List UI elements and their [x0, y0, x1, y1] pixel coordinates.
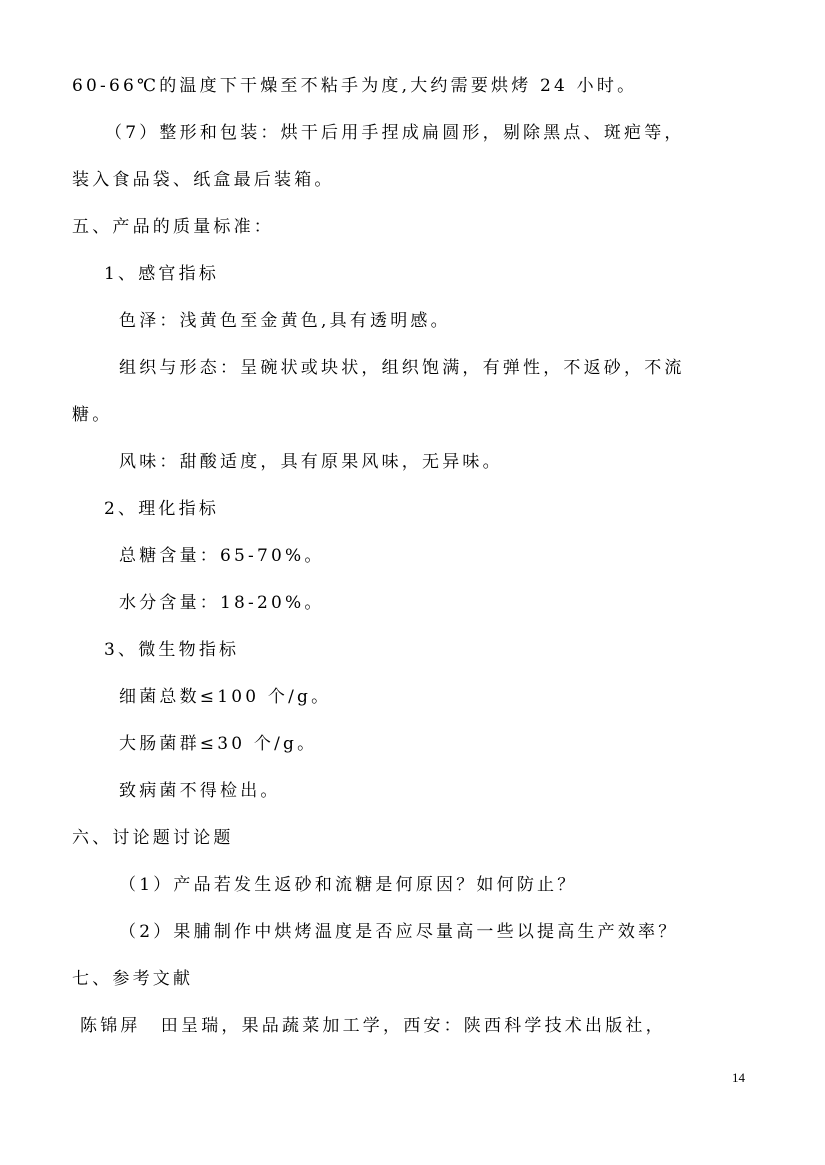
section-heading-7: 七、参考文献: [72, 969, 194, 989]
subheading-physchem: 2、理化指标: [104, 499, 220, 519]
text-moisture: 水分含量：18-20%。: [119, 593, 325, 613]
subheading-sensory: 1、感官指标: [104, 264, 220, 284]
text-flavor: 风味：甜酸适度，具有原果风味，无异味。: [119, 452, 503, 472]
text-bacteria: 细菌总数≤100 个/g。: [119, 687, 332, 707]
reference-entry: 陈锦屏 田呈瑞，果品蔬菜加工学，西安：陕西科学技术出版社，: [80, 1016, 666, 1036]
text-coliform: 大肠菌群≤30 个/g。: [119, 734, 318, 754]
subheading-micro: 3、微生物指标: [104, 640, 240, 660]
text-color: 色泽：浅黄色至金黄色,具有透明感。: [119, 311, 451, 331]
text-line-1: 60-66℃的温度下干燥至不粘手为度,大约需要烘烤 24 小时。: [72, 76, 638, 96]
section-heading-6: 六、讨论题讨论题: [72, 828, 234, 848]
question-1: （1）产品若发生返砂和流糖是何原因？如何防止？: [119, 875, 578, 895]
text-sugar: 总糖含量：65-70%。: [119, 546, 325, 566]
text-line-2: （7）整形和包装：烘干后用手捏成扁圆形，剔除黑点、斑疤等，: [105, 123, 685, 143]
text-texture-cont: 糖。: [72, 405, 113, 425]
page-number: 14: [732, 1070, 745, 1085]
section-heading-5: 五、产品的质量标准：: [72, 217, 274, 237]
text-texture: 组织与形态：呈碗状或块状，组织饱满，有弹性，不返砂，不流: [119, 358, 685, 378]
text-pathogen: 致病菌不得检出。: [119, 781, 281, 801]
text-line-3: 装入食品袋、纸盒最后装箱。: [72, 170, 335, 190]
question-2: （2）果脯制作中烘烤温度是否应尽量高一些以提高生产效率？: [119, 922, 679, 942]
